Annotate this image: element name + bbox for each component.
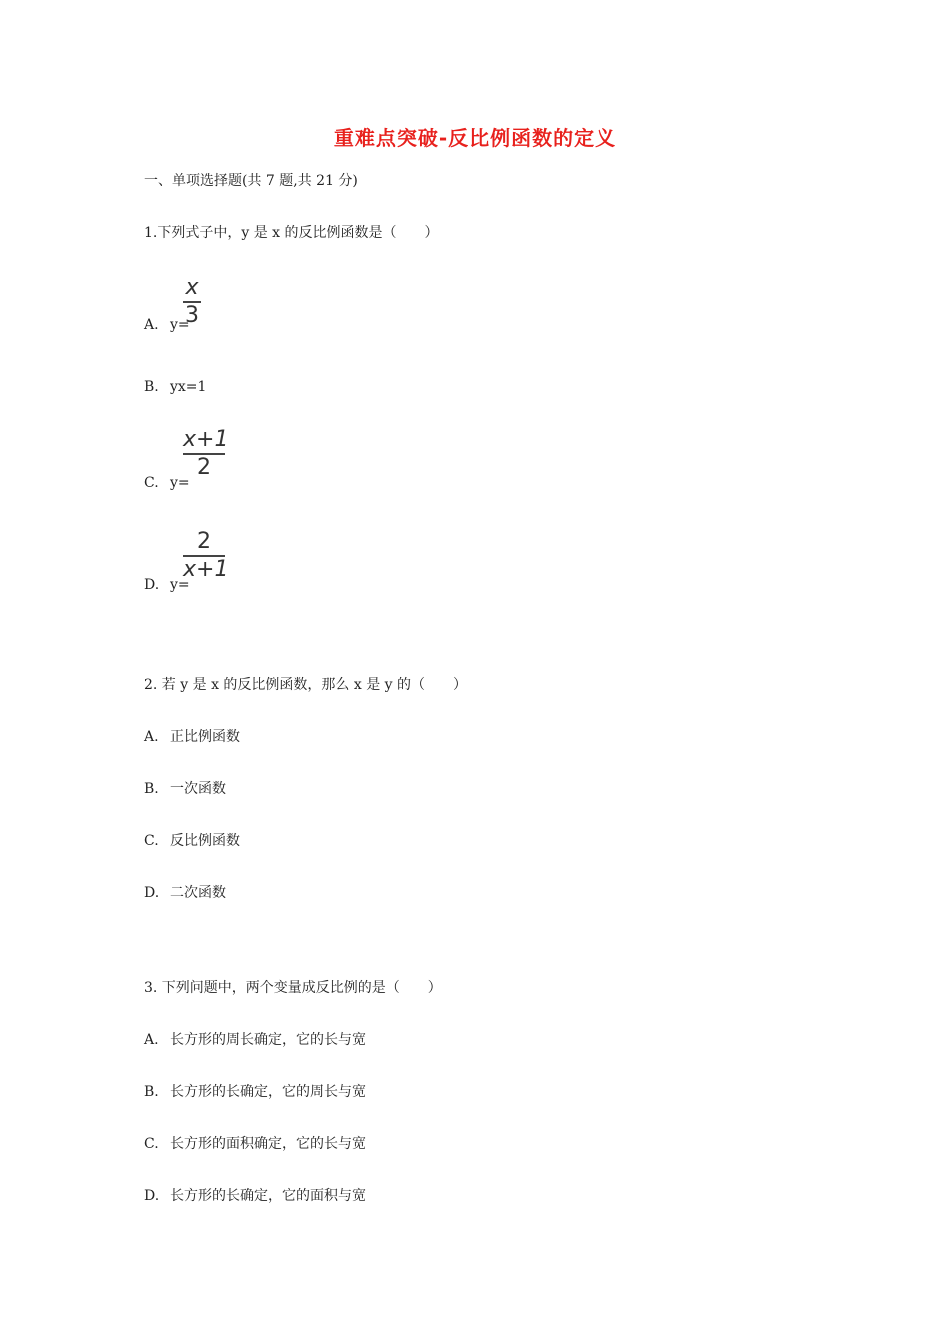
section-heading: 一、单项选择题(共 7 题,共 21 分)	[144, 173, 358, 189]
question-1-option-b	[144, 378, 206, 396]
fraction-denominator: 3	[185, 303, 199, 328]
question-2-stem: 2. 若 y 是 x 的反比例函数，那么 x 是 y 的（ ）	[144, 677, 468, 693]
question-3-option-a	[144, 1031, 366, 1049]
document-title: 重难点突破-反比例函数的定义	[333, 126, 617, 150]
option-letter: B.	[144, 781, 159, 797]
option-letter: A.	[144, 1032, 159, 1048]
option-letter: B.	[144, 379, 159, 395]
option-letter: C.	[144, 833, 159, 849]
question-2-option-d	[144, 884, 226, 902]
option-text: 反比例函数	[170, 833, 240, 849]
question-1-stem: 1.下列式子中，y 是 x 的反比例函数是（ ）	[144, 225, 439, 241]
question-2-option-b	[144, 780, 226, 798]
option-text: 正比例函数	[170, 729, 240, 745]
option-text: 二次函数	[170, 885, 226, 901]
question-1-option-c-fraction	[183, 427, 229, 480]
question-3-stem: 3. 下列问题中，两个变量成反比例的是（ ）	[144, 980, 442, 996]
option-text: 一次函数	[170, 781, 226, 797]
fraction-denominator: x+1	[183, 557, 229, 582]
question-2-option-c	[144, 832, 240, 850]
option-letter: B.	[144, 1084, 159, 1100]
option-letter: D.	[144, 885, 160, 901]
option-text: 长方形的面积确定，它的长与宽	[170, 1136, 366, 1152]
question-3-option-c	[144, 1135, 366, 1153]
fraction-numerator: x	[185, 275, 199, 300]
option-text: yx=1	[170, 379, 207, 395]
option-text: y=	[170, 577, 190, 593]
option-letter: D.	[144, 577, 160, 593]
option-text: 长方形的长确定，它的周长与宽	[170, 1084, 366, 1100]
fraction-denominator: 2	[197, 455, 211, 480]
option-letter: A.	[144, 729, 159, 745]
fraction-numerator: 2	[197, 529, 211, 554]
question-3-option-b	[144, 1083, 366, 1101]
question-3-option-d	[144, 1187, 366, 1205]
option-text: y=	[170, 317, 190, 333]
question-1-option-a-fraction	[183, 276, 201, 328]
option-text: 长方形的周长确定，它的长与宽	[170, 1032, 366, 1048]
option-letter: D.	[144, 1188, 160, 1204]
fraction-numerator: x+1	[183, 427, 229, 452]
option-text: 长方形的长确定，它的面积与宽	[170, 1188, 366, 1204]
option-letter: C.	[144, 1136, 159, 1152]
question-1-option-d-fraction	[183, 529, 229, 582]
option-letter: C.	[144, 475, 159, 491]
question-2-option-a	[144, 728, 240, 746]
option-letter: A.	[144, 317, 159, 333]
option-text: y=	[170, 475, 190, 491]
